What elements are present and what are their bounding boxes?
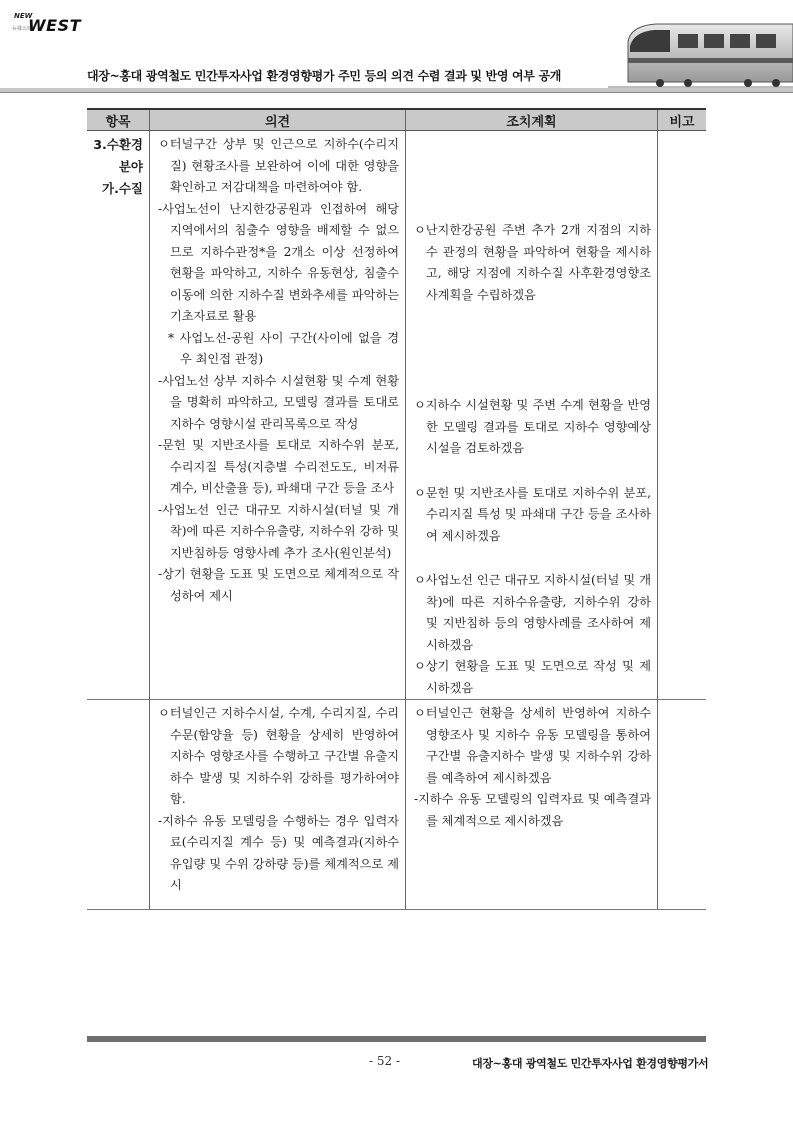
opinion-paragraph: -지하수 유동 모델링을 수행하는 경우 입력자료(수리지질 계수 등) 및 예측결과(지하수 유입량 및 수위 강하량 등)를 체계적으로 제시 [158,813,399,892]
project-logo [10,12,90,36]
action-paragraph: ㅇ상기 현황을 도표 및 도면으로 작성 및 제시하겠음 [414,659,651,695]
opinion-cell [150,700,406,909]
document-header-title: 대장~홍대 광역철도 민간투자사업 환경영향평가 주민 등의 의견 수렴 결과 및 반영 여부 공개 [87,69,562,83]
opinion-paragraph: -문헌 및 지반조사를 토대로 지하수위 분포, 수리지질 특성(지층별 수리전도도, 비저류계수, 비산출율 등), 파쇄대 구간 등을 조사 [158,438,399,495]
remarks-cell [658,131,706,699]
opinion-paragraph: -사업노선이 난지한강공원과 인접하여 해당 지역에서의 침출수 영향을 배제할 수 없으므로 지하수관정*을 2개소 이상 선정하여 현황을 파악하고, 지하수 유동현상, 침출수 이동에 의한 지하수질 변화추세를 파악하는 기초자료로 활용 [158,201,399,323]
logo-west-text: WEST [28,16,82,35]
logo-new-text: NEW [14,12,33,20]
opinion-cell [150,131,406,699]
item-line: 3.수환경 [93,137,143,152]
opinion-paragraph: -상기 현황을 도표 및 도면으로 체계적으로 작성하여 제시 [158,567,399,603]
header-opinion: 의견 [150,110,406,130]
action-paragraph: ㅇ터널인근 현황을 상세히 반영하여 지하수 영향조사 및 지하수 유동 모델링을 통하여 구간별 유출지하수 발생 및 지하수위 강하를 예측하여 제시하겠음 [414,706,651,785]
opinion-paragraph: -사업노선 인근 대규모 지하시설(터널 및 개착)에 따른 지하수유출량, 지하수위 강하 및 지반침하등 영향사례 추가 조사(원인분석) [158,502,399,560]
header-rule-thin [0,92,793,93]
opinion-footnote: * 사업노선-공원 사이 구간(사이에 없을 경우 최인접 관정) [168,330,399,366]
header-remarks: 비고 [669,114,695,130]
opinion-table [87,108,706,910]
train-illustration [608,12,793,92]
header-action-plan: 조치계획 [406,110,658,130]
opinion-paragraph: ㅇ터널구간 상부 및 인근으로 지하수(수리지질) 현황조사를 보완하여 이에 대한 영향을 확인하고 저감대책을 마련하여야 함. [158,137,399,194]
table-header-row [87,108,706,131]
item-line: 분야 [118,159,143,174]
header-item: 항목 [87,110,150,130]
action-paragraph: ㅇ난지한강공원 주변 추가 2개 지점의 지하수 관정의 현황을 파악하여 현황을 제시하고, 해당 지점에 지하수질 사후환경영향조사계획을 수립하겠음 [414,223,651,302]
action-paragraph: ㅇ문헌 및 지반조사를 토대로 지하수위 분포, 수리지질 특성 및 파쇄대 구간 등을 조사하여 제시하겠음 [414,485,651,543]
action-plan-cell [406,131,658,699]
item-line: 가.수질 [102,181,143,196]
table-body [87,131,706,910]
table-row [87,131,706,699]
action-paragraph: ㅇ사업노선 인근 대규모 지하시설(터널 및 개착)에 따른 지하수유출량, 지하수위 강하 및 지반침하 등의 영향사례를 조사하여 제시하겠음 [414,573,651,652]
page-number: - 52 - [369,1054,401,1068]
opinion-paragraph: ㅇ터널인근 지하수시설, 수계, 수리지질, 수리수문(함양율 등) 현황을 상세히 반영하여 지하수 영향조사를 수행하고 구간별 유출지하수 발생 및 지하수위 강하를 평가하여야 함. [158,706,399,806]
action-paragraph: -지하수 유동 모델링의 입력자료 및 예측결과를 체계적으로 제시하겠음 [414,792,651,828]
logo-sub-text: 뉴웨스트 [12,26,32,32]
remarks-cell [658,700,706,909]
action-paragraph: ㅇ지하수 시설현황 및 주변 수계 현황을 반영한 모델링 결과를 토대로 지하수 영향예상시설을 검토하겠음 [414,398,651,455]
opinion-paragraph: -사업노선 상부 지하수 시설현황 및 수계 현황을 명확히 파악하고, 모델링 결과를 토대로 지하수 영향시설 관리목록으로 작성 [158,373,399,431]
action-plan-cell [406,700,658,909]
footer-rule [87,1036,706,1042]
table-row [87,699,706,909]
item-category-cell [87,700,150,909]
footer-document-title: 대장~홍대 광역철도 민간투자사업 환경영향평가서 [472,1057,709,1070]
item-category-cell [87,131,150,699]
